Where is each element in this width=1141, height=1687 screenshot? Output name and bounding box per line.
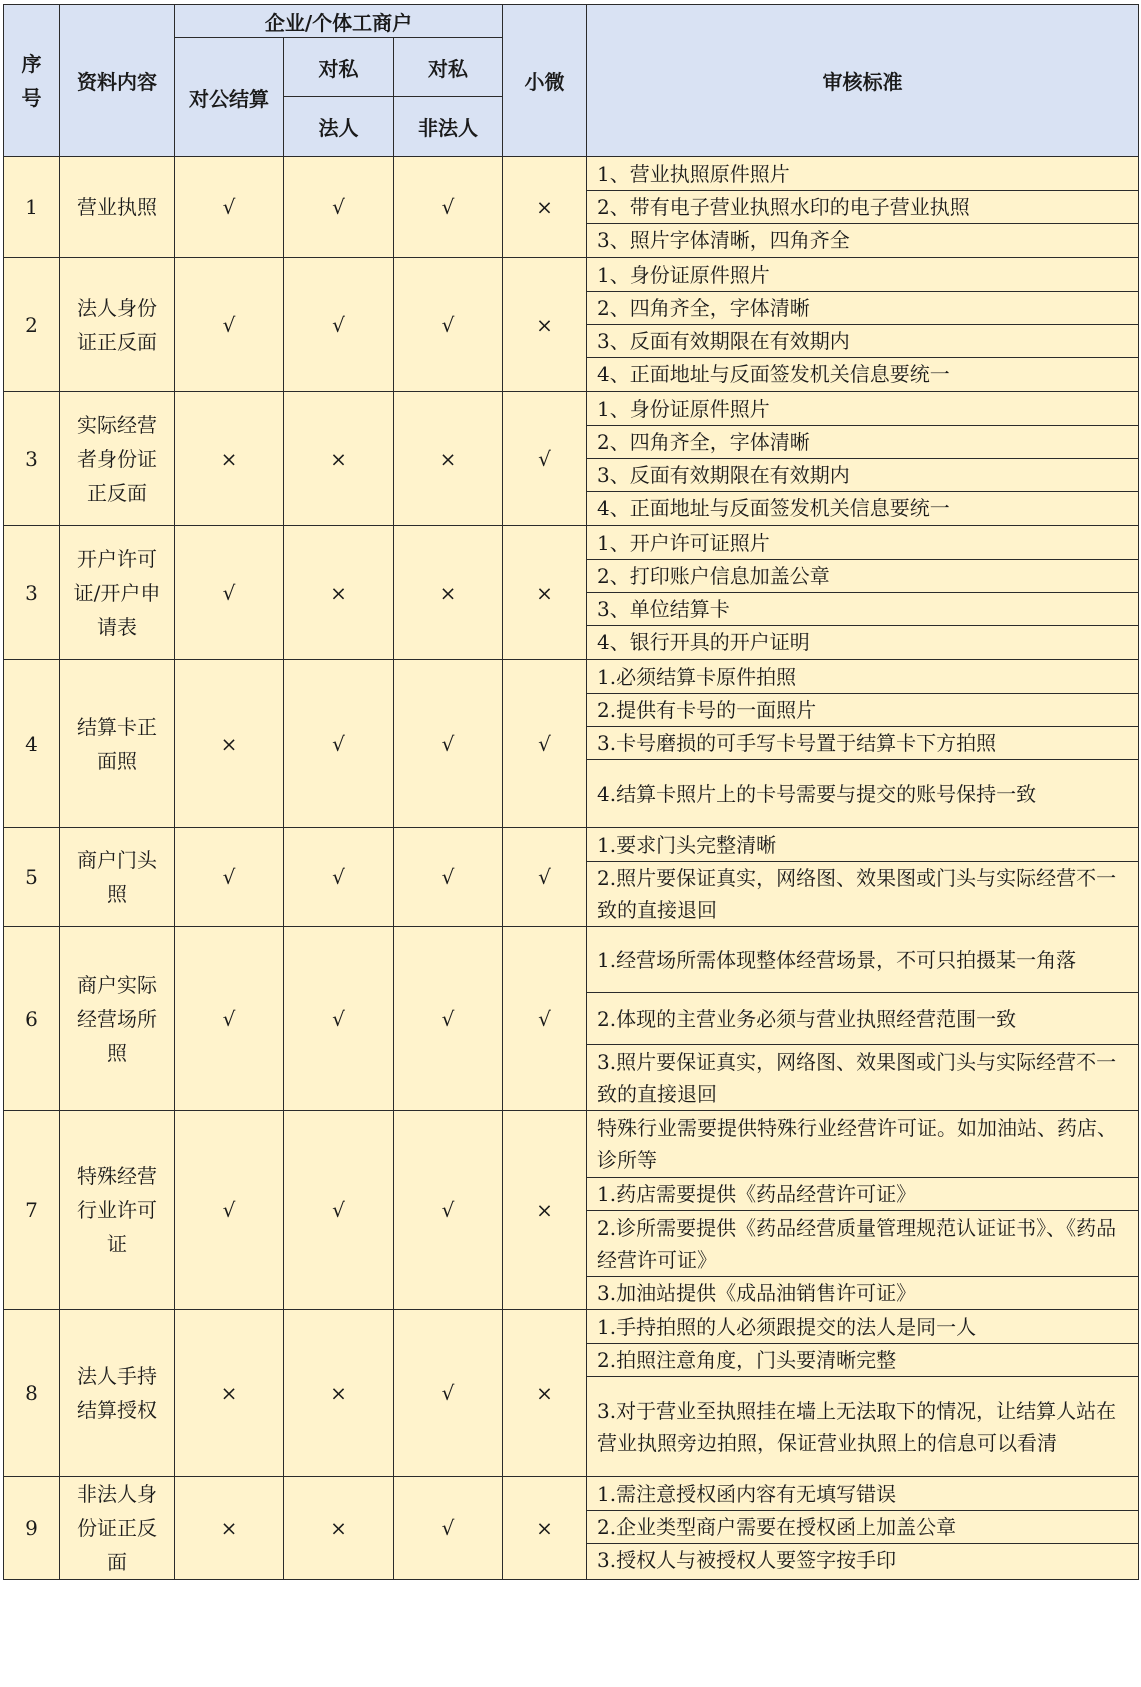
criteria-cell — [587, 1111, 1139, 1310]
criteria-item: 2、带有电子营业执照水印的电子营业执照 — [587, 190, 1138, 223]
criteria-item: 3、单位结算卡 — [587, 592, 1138, 625]
mark-public: √ — [175, 258, 284, 392]
mark-legal: × — [284, 392, 394, 526]
criteria-cell — [587, 258, 1139, 392]
header-private-1: 对私 — [284, 38, 394, 97]
row-index: 3 — [4, 392, 60, 526]
criteria-item: 1.需注意授权函内容有无填写错误 — [597, 1481, 897, 1506]
criteria-item: 4.结算卡照片上的卡号需要与提交的账号保持一致 — [587, 759, 1138, 827]
review-standards-table — [3, 4, 1139, 1580]
criteria-cell — [587, 828, 1139, 927]
mark-micro: × — [503, 1310, 587, 1477]
criteria-item: 3、照片字体清晰，四角齐全 — [587, 223, 1138, 257]
mark-non-legal: × — [394, 526, 503, 660]
header-micro: 小微 — [503, 5, 587, 157]
mark-legal: × — [284, 1477, 394, 1580]
criteria-item: 4、正面地址与反面签发机关信息要统一 — [587, 491, 1138, 525]
mark-legal: √ — [284, 1111, 394, 1310]
mark-micro: × — [503, 1111, 587, 1310]
criteria-item: 2.诊所需要提供《药品经营质量管理规范认证证书》、《药品经营许可证》 — [587, 1210, 1138, 1276]
criteria-item: 1.要求门头完整清晰 — [597, 832, 777, 857]
mark-micro: √ — [503, 828, 587, 927]
criteria-cell — [587, 1310, 1139, 1477]
table-row — [4, 828, 1139, 927]
table-row — [4, 1477, 1139, 1580]
mark-public: √ — [175, 526, 284, 660]
criteria-list — [587, 526, 1138, 659]
mark-micro: √ — [503, 392, 587, 526]
row-index: 6 — [4, 927, 60, 1111]
row-index: 7 — [4, 1111, 60, 1310]
mark-public: √ — [175, 157, 284, 258]
review-standards-table-wrapper — [3, 4, 1138, 1580]
row-index: 2 — [4, 258, 60, 392]
table-row — [4, 660, 1139, 828]
criteria-item: 3.卡号磨损的可手写卡号置于结算卡下方拍照 — [587, 726, 1138, 759]
mark-micro: √ — [503, 927, 587, 1111]
criteria-list — [587, 927, 1138, 1110]
criteria-item: 1、身份证原件照片 — [597, 396, 770, 421]
table-row — [4, 526, 1139, 660]
mark-non-legal: √ — [394, 660, 503, 828]
mark-public: √ — [175, 1111, 284, 1310]
criteria-item: 3.对于营业至执照挂在墙上无法取下的情况，让结算人站在营业执照旁边拍照，保证营业执照上的信息可以看清 — [587, 1376, 1138, 1476]
mark-non-legal: √ — [394, 1310, 503, 1477]
row-index: 1 — [4, 157, 60, 258]
mark-micro: × — [503, 157, 587, 258]
table-row — [4, 1310, 1139, 1477]
header-legal: 法人 — [284, 97, 394, 157]
row-index: 9 — [4, 1477, 60, 1580]
criteria-cell — [587, 526, 1139, 660]
material-name: 商户门头照 — [60, 828, 175, 927]
criteria-item: 特殊行业需要提供特殊行业经营许可证。如加油站、药店、诊所等 — [597, 1116, 1117, 1172]
header-group: 企业/个体工商户 — [175, 5, 503, 38]
criteria-list — [587, 828, 1138, 926]
criteria-cell — [587, 660, 1139, 828]
material-name: 特殊经营行业许可证 — [60, 1111, 175, 1310]
mark-micro: × — [503, 258, 587, 392]
material-name: 营业执照 — [60, 157, 175, 258]
criteria-list — [587, 660, 1138, 827]
criteria-item: 2.提供有卡号的一面照片 — [587, 693, 1138, 726]
mark-non-legal: × — [394, 392, 503, 526]
header-material: 资料内容 — [60, 5, 175, 157]
criteria-item: 3、反面有效期限在有效期内 — [587, 458, 1138, 491]
header-index: 序 号 — [4, 5, 60, 157]
mark-public: × — [175, 392, 284, 526]
criteria-list — [587, 1111, 1138, 1309]
criteria-item: 2.照片要保证真实，网络图、效果图或门头与实际经营不一致的直接退回 — [587, 861, 1138, 926]
mark-non-legal: √ — [394, 927, 503, 1111]
criteria-item: 2.企业类型商户需要在授权函上加盖公章 — [587, 1510, 1138, 1543]
mark-micro: × — [503, 526, 587, 660]
criteria-cell — [587, 927, 1139, 1111]
mark-non-legal: √ — [394, 1111, 503, 1310]
criteria-list — [587, 258, 1138, 391]
table-row — [4, 157, 1139, 258]
row-index: 3 — [4, 526, 60, 660]
table-row — [4, 927, 1139, 1111]
criteria-item: 1、开户许可证照片 — [597, 530, 770, 555]
material-name: 法人手持结算授权 — [60, 1310, 175, 1477]
criteria-cell — [587, 1477, 1139, 1580]
mark-public: × — [175, 660, 284, 828]
criteria-item: 1、营业执照原件照片 — [597, 161, 790, 186]
criteria-list — [587, 392, 1138, 525]
mark-public: √ — [175, 927, 284, 1111]
material-name: 开户许可证/开户申请表 — [60, 526, 175, 660]
material-name: 商户实际经营场所照 — [60, 927, 175, 1111]
criteria-item: 3.照片要保证真实，网络图、效果图或门头与实际经营不一致的直接退回 — [587, 1044, 1138, 1110]
mark-non-legal: √ — [394, 1477, 503, 1580]
material-name: 法人身份证正反面 — [60, 258, 175, 392]
mark-public: √ — [175, 828, 284, 927]
mark-non-legal: √ — [394, 828, 503, 927]
criteria-item: 3、反面有效期限在有效期内 — [587, 324, 1138, 357]
criteria-item: 2.拍照注意角度，门头要清晰完整 — [587, 1343, 1138, 1376]
criteria-item: 2.体现的主营业务必须与营业执照经营范围一致 — [587, 992, 1138, 1044]
row-index: 8 — [4, 1310, 60, 1477]
header-private-2: 对私 — [394, 38, 503, 97]
row-index: 5 — [4, 828, 60, 927]
mark-micro: × — [503, 1477, 587, 1580]
material-name: 非法人身份证正反面 — [60, 1477, 175, 1580]
header-public: 对公结算 — [175, 38, 284, 157]
material-name: 实际经营者身份证正反面 — [60, 392, 175, 526]
mark-legal: √ — [284, 828, 394, 927]
criteria-item: 2、四角齐全，字体清晰 — [587, 291, 1138, 324]
criteria-item: 1.必须结算卡原件拍照 — [597, 664, 797, 689]
mark-legal: √ — [284, 927, 394, 1111]
criteria-item: 1.手持拍照的人必须跟提交的法人是同一人 — [597, 1314, 977, 1339]
criteria-item: 2、四角齐全，字体清晰 — [587, 425, 1138, 458]
criteria-list — [587, 157, 1138, 257]
mark-public: × — [175, 1310, 284, 1477]
header-criteria: 审核标准 — [587, 5, 1139, 157]
criteria-list — [587, 1310, 1138, 1476]
table-row — [4, 258, 1139, 392]
criteria-item: 1、身份证原件照片 — [597, 262, 770, 287]
mark-non-legal: √ — [394, 157, 503, 258]
mark-legal: × — [284, 1310, 394, 1477]
header-non-legal: 非法人 — [394, 97, 503, 157]
criteria-cell — [587, 392, 1139, 526]
criteria-list — [587, 1477, 1138, 1576]
criteria-item: 3.授权人与被授权人要签字按手印 — [587, 1543, 1138, 1576]
mark-public: × — [175, 1477, 284, 1580]
criteria-item: 1.经营场所需体现整体经营场景，不可只拍摄某一角落 — [597, 947, 1077, 972]
criteria-item: 4、正面地址与反面签发机关信息要统一 — [587, 357, 1138, 391]
row-index: 4 — [4, 660, 60, 828]
criteria-item: 1.药店需要提供《药品经营许可证》 — [587, 1177, 1138, 1210]
mark-legal: √ — [284, 157, 394, 258]
material-name: 结算卡正面照 — [60, 660, 175, 828]
mark-legal: × — [284, 526, 394, 660]
table-body — [4, 157, 1139, 1580]
mark-non-legal: √ — [394, 258, 503, 392]
criteria-item: 3.加油站提供《成品油销售许可证》 — [587, 1276, 1138, 1309]
criteria-item: 2、打印账户信息加盖公章 — [587, 559, 1138, 592]
mark-micro: √ — [503, 660, 587, 828]
mark-legal: √ — [284, 660, 394, 828]
table-header — [4, 5, 1139, 157]
criteria-cell — [587, 157, 1139, 258]
table-row — [4, 1111, 1139, 1310]
mark-legal: √ — [284, 258, 394, 392]
table-row — [4, 392, 1139, 526]
criteria-item: 4、银行开具的开户证明 — [587, 625, 1138, 659]
